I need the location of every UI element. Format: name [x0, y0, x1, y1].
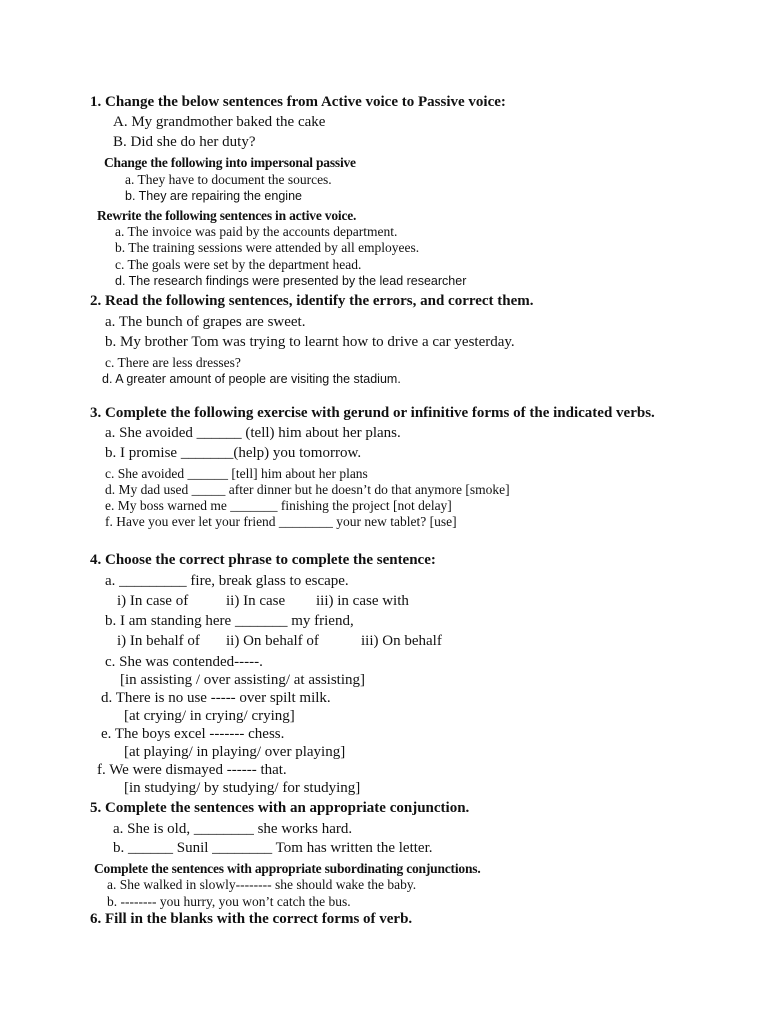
q1-sub2-item-b: b. The training sessions were attended by all employees. — [115, 240, 420, 255]
q3-heading: 3. Complete the following exercise with gerund or infinitive forms of the indicated verbs. — [90, 405, 655, 421]
q4-e-options: [at playing/ in playing/ over playing] — [124, 744, 346, 760]
q5-sub-heading: Complete the sentences with appropriate subordinating conjunctions. — [94, 861, 481, 876]
q4-d-options: [at crying/ in crying/ crying] — [124, 708, 295, 724]
q5-sub-item-a: a. She walked in slowly-------- she should wake the baby. — [107, 877, 417, 892]
q3-item-d: d. My dad used _____ after dinner but he doesn’t do that anymore [smoke] — [105, 482, 510, 497]
q4-a-option-2: ii) In case — [226, 593, 286, 609]
q4-item-c: c. She was contended-----. — [105, 654, 263, 670]
q6-heading: 6. Fill in the blanks with the correct forms of verb. — [90, 911, 413, 927]
q2-heading: 2. Read the following sentences, identify the errors, and correct them. — [90, 293, 534, 309]
q1-item-b: B. Did she do her duty? — [113, 134, 256, 150]
q2-item-a: a. The bunch of grapes are sweet. — [105, 314, 306, 330]
q5-heading: 5. Complete the sentences with an appropriate conjunction. — [90, 800, 470, 816]
q4-f-options: [in studying/ by studying/ for studying] — [124, 780, 361, 796]
q1-sub2-item-a: a. The invoice was paid by the accounts department. — [115, 224, 398, 239]
q1-sub1-item-a: a. They have to document the sources. — [125, 172, 332, 187]
q1-sub2-item-d: d. The research findings were presented by the lead researcher — [115, 274, 467, 288]
q4-item-e: e. The boys excel ------- chess. — [101, 726, 285, 742]
q4-heading: 4. Choose the correct phrase to complete the sentence: — [90, 552, 436, 568]
q3-item-c: c. She avoided ______ [tell] him about her plans — [105, 466, 368, 481]
q2-item-b: b. My brother Tom was trying to learnt how to drive a car yesterday. — [105, 334, 515, 350]
q3-item-a: a. She avoided ______ (tell) him about her plans. — [105, 425, 401, 441]
q3-item-b: b. I promise _______(help) you tomorrow. — [105, 445, 362, 461]
q4-item-b: b. I am standing here _______ my friend, — [105, 613, 354, 629]
q1-sub2-heading: Rewrite the following sentences in active voice. — [97, 208, 357, 223]
q4-item-a: a. _________ fire, break glass to escape. — [105, 573, 349, 589]
q4-b-option-3: iii) On behalf — [361, 633, 442, 649]
q5-item-b: b. ______ Sunil ________ Tom has written the letter. — [113, 840, 433, 856]
q4-b-option-2: ii) On behalf of — [226, 633, 319, 649]
q4-a-option-3: iii) in case with — [316, 593, 409, 609]
q2-item-c: c. There are less dresses? — [105, 355, 241, 370]
q4-b-option-1: i) In behalf of — [117, 633, 200, 649]
q4-item-d: d. There is no use ----- over spilt milk. — [101, 690, 331, 706]
q1-heading: 1. Change the below sentences from Active voice to Passive voice: — [90, 94, 506, 110]
q5-item-a: a. She is old, ________ she works hard. — [113, 821, 353, 837]
q2-item-d: d. A greater amount of people are visiting the stadium. — [102, 372, 401, 386]
q1-sub2-item-c: c. The goals were set by the department head. — [115, 257, 362, 272]
q4-item-f: f. We were dismayed ------ that. — [97, 762, 287, 778]
q1-sub1-heading: Change the following into impersonal passive — [104, 155, 356, 170]
q5-sub-item-b: b. -------- you hurry, you won’t catch the bus. — [107, 894, 351, 909]
q4-a-option-1: i) In case of — [117, 593, 189, 609]
q4-c-options: [in assisting / over assisting/ at assisting] — [120, 672, 365, 688]
q1-item-a: A. My grandmother baked the cake — [113, 114, 326, 130]
q3-item-e: e. My boss warned me _______ finishing the project [not delay] — [105, 498, 452, 513]
q3-item-f: f. Have you ever let your friend ________ your new tablet? [use] — [105, 514, 457, 529]
q1-sub1-item-b: b. They are repairing the engine — [125, 189, 302, 203]
